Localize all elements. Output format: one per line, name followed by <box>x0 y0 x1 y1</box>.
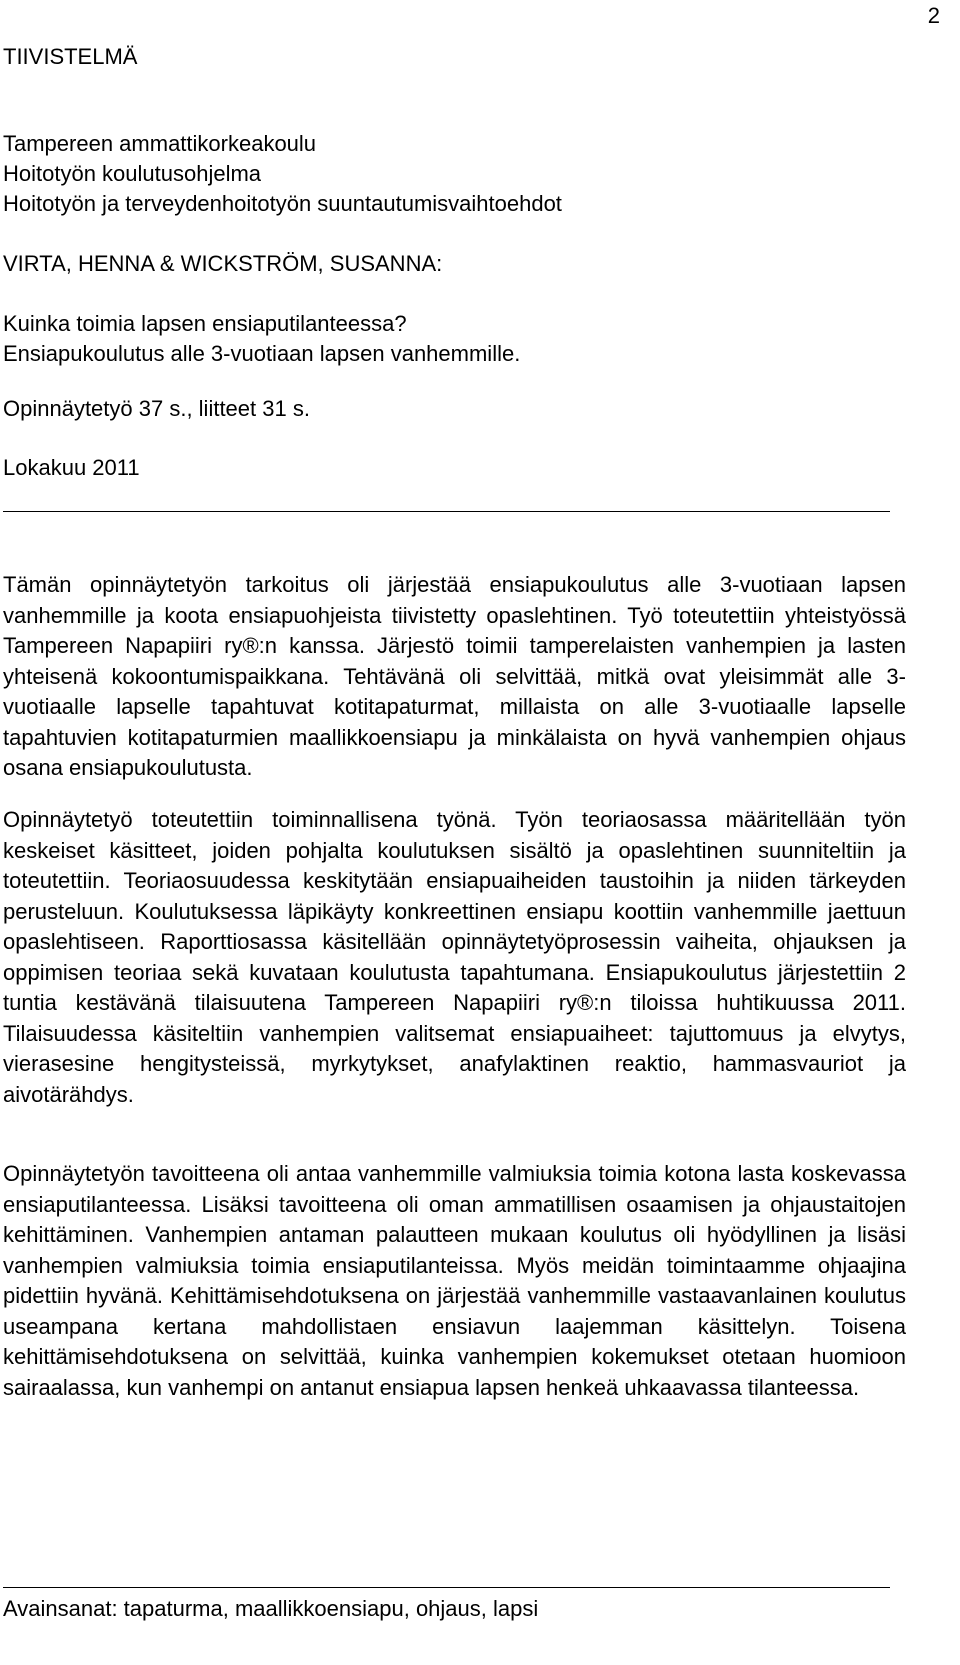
programme-name: Hoitotyön koulutusohjelma <box>3 161 262 186</box>
page-number: 2 <box>927 3 940 28</box>
thesis-subtitle: Ensiapukoulutus alle 3-vuotiaan lapsen vanhemmille. <box>3 341 521 366</box>
abstract-paragraph-1-text: Tämän opinnäytetyön tarkoitus oli järjestää ensiapukoulutus alle 3-vuotiaan lapsen vanhemmille ja koota ensiapuohjeista tiivistetty opaslehtinen. Työ toteutettiin yhteistyössä Tampereen Napapiiri ry®:n kanssa. Järjestö toimii tamperelaisten vanhempien ja lasten yhteisenä kokoontumispaikkana. Tehtävänä oli selvittää, mitkä ovat yleisimmät alle 3-vuotiaalle lapselle tapahtuvat kotitapaturmat, millaista on alle 3-vuotiaalle lapselle tapahtuvien kotitapaturmien maallikkoensiapu ja minkälaista on hyvä vanhempien ohjaus osana ensiapukoulutusta. <box>3 572 906 780</box>
keywords: Avainsanat: tapaturma, maallikkoensiapu, ohjaus, lapsi <box>3 1596 539 1621</box>
abstract-paragraph-2 <box>3 805 906 1110</box>
school-name: Tampereen ammattikorkeakoulu <box>3 131 317 156</box>
abstract-paragraph-2-text: Opinnäytetyö toteutettiin toiminnallisena työnä. Työn teoriaosassa määritellään työn keskeiset käsitteet, joiden pohjalta koulutuksen sisältö ja opaslehtinen suunniteltiin ja toteutettiin. Teoriaosuudessa keskitytään ensiapuaiheiden taustoihin ja niiden tärkeyden perusteluun. Koulutuksessa läpikäyty konkreettinen ensiapu koottiin vanhemmille jaettuun opaslehtiseen. Raporttiosassa käsitellään opinnäytetyöprosessin vaiheita, ohjauksen ja oppimisen teoriaa sekä kuvataan koulutusta tapahtumana. Ensiapukoulutus järjestettiin 2 tuntia kestävänä tilaisuutena Tampereen Napapiiri ry®:n tiloissa huhtikuussa 2011. Tilaisuudessa käsiteltiin vanhempien valitsemat ensiapuaiheet: tajuttomuus ja elvytys, vierasesine hengitysteissä, myrkytykset, anafylaktinen reaktio, hammasvauriot ja aivotärähdys. <box>3 807 906 1107</box>
bottom-divider <box>3 1587 890 1588</box>
authors: VIRTA, HENNA & WICKSTRÖM, SUSANNA: <box>3 251 443 276</box>
date: Lokakuu 2011 <box>3 455 140 480</box>
thesis-title: Kuinka toimia lapsen ensiaputilanteessa? <box>3 311 407 336</box>
abstract-paragraph-3-text: Opinnäytetyön tavoitteena oli antaa vanhemmille valmiuksia toimia kotona lasta koskevassa ensiaputilanteessa. Lisäksi tavoitteena oli oman ammatillisen osaamisen ja ohjaustaitojen kehittäminen. Vanhempien antaman palautteen mukaan koulutus oli hyödyllinen ja lisäsi vanhempien valmiuksia toimia ensiaputilanteissa. Myös meidän toimintaamme ohjaajina pidettiin hyvänä. Kehittämisehdotuksena on järjestää vanhemmille vastaavanlainen koulutus useampana kertana mahdollistaen ensiavun laajemman käsittelyn. Toisena kehittämisehdotuksena on selvittää, kuinka vanhempien kokemukset otetaan huomioon sairaalassa, kun vanhempi on antanut ensiapua lapsen henkeä uhkaavassa tilanteessa. <box>3 1161 906 1400</box>
page-count: Opinnäytetyö 37 s., liitteet 31 s. <box>3 396 310 421</box>
top-divider <box>3 511 890 512</box>
abstract-heading: TIIVISTELMÄ <box>3 44 138 69</box>
abstract-paragraph-3 <box>3 1159 906 1403</box>
specialisation-name: Hoitotyön ja terveydenhoitotyön suuntautumisvaihtoehdot <box>3 191 562 216</box>
abstract-paragraph-1 <box>3 570 906 784</box>
